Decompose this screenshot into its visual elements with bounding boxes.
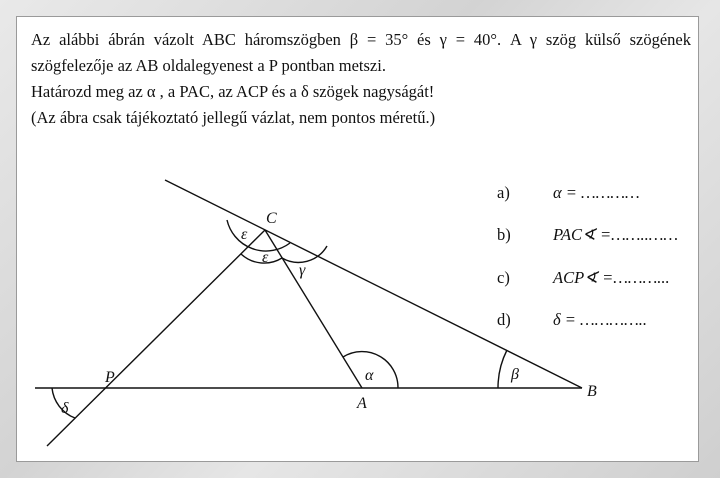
problem-line-2: szögfelezője az AB oldalegyenest a P pontban metszi.	[31, 56, 386, 75]
label-c: C	[266, 210, 277, 227]
label-epsilon-outer: ε	[241, 226, 248, 243]
question-a-label: a)	[497, 183, 510, 202]
question-b-label: b)	[497, 225, 511, 244]
label-beta: β	[511, 366, 519, 383]
triangle-figure	[17, 17, 700, 463]
line-cb	[165, 180, 582, 388]
question-d-expr: δ = …………..	[553, 310, 647, 329]
question-d-label: d)	[497, 310, 511, 329]
question-b-expr: PAC∢ =……..……	[553, 225, 679, 244]
arc-beta	[498, 350, 507, 388]
problem-card	[16, 16, 699, 462]
problem-line-3: Határozd meg az α , a PAC, az ACP és a δ szögek nagyságát!	[31, 82, 435, 101]
problem-line-1: Az alábbi ábrán vázolt ABC háromszögben β = 35° és γ = 40°. A γ szög külső szögének	[31, 30, 691, 49]
label-b: B	[587, 383, 597, 400]
problem-line-4: (Az ábra csak tájékoztató jellegű vázlat, nem pontos méretű.)	[31, 108, 436, 127]
arc-gamma	[282, 246, 327, 262]
label-epsilon-inner: ε	[262, 249, 269, 266]
label-p: P	[105, 369, 115, 386]
label-a: A	[357, 395, 367, 412]
label-alpha: α	[365, 367, 374, 384]
bisector-line	[47, 230, 265, 446]
question-c-expr: ACP∢ =………...	[553, 268, 670, 287]
question-a-expr: α = …………	[553, 183, 640, 202]
label-delta: δ	[61, 400, 69, 417]
question-c-label: c)	[497, 268, 510, 287]
label-gamma: γ	[299, 262, 306, 279]
